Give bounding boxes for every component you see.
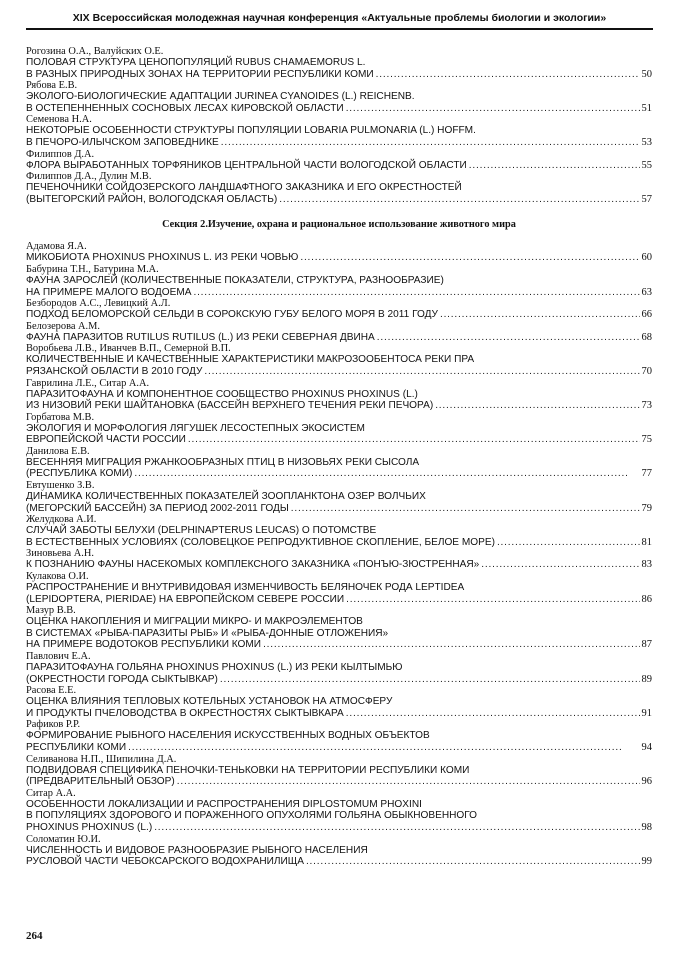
entry-title-last-line bbox=[26, 708, 652, 720]
toc-entry bbox=[26, 548, 652, 571]
entry-title-line: РЯЗАНСКОЙ ОБЛАСТИ В 2010 ГОДУ bbox=[26, 365, 203, 377]
toc-entry bbox=[26, 788, 652, 834]
toc-entry bbox=[26, 241, 652, 264]
entry-authors: Гаврилина Л.Е., Ситар А.А. bbox=[26, 377, 150, 389]
entry-page-number: 53 bbox=[641, 136, 652, 148]
toc-entry bbox=[26, 46, 652, 80]
toc-entry bbox=[26, 321, 652, 344]
toc-entry bbox=[26, 685, 652, 719]
entry-page-number: 86 bbox=[641, 593, 652, 605]
entry-title-last-line bbox=[26, 776, 652, 788]
entry-title-line: РУСЛОВОЙ ЧАСТИ ЧЕБОКСАРСКОГО ВОДОХРАНИЛИЩА bbox=[26, 856, 304, 868]
toc-entry bbox=[26, 571, 652, 605]
entry-title-line: ФАУНА ПАРАЗИТОВ RUTILUS RUTILUS (L.) ИЗ РЕКИ СЕВЕРНАЯ ДВИНА bbox=[26, 331, 375, 343]
entry-title-line: ДИНАМИКА КОЛИЧЕСТВЕННЫХ ПОКАЗАТЕЛЕЙ ЗООПЛАНКТОНА ОЗЕР ВОЛЧЬИХ bbox=[26, 491, 426, 503]
entry-title-line: ФОРМИРОВАНИЕ РЫБНОГО НАСЕЛЕНИЯ ИСКУССТВЕННЫХ ВОДНЫХ ОБЪЕКТОВ bbox=[26, 730, 430, 742]
entry-page-number: 60 bbox=[641, 252, 652, 264]
entry-title-last-line bbox=[26, 103, 652, 115]
entry-title-line: ЧИСЛЕННОСТЬ И ВИДОВОЕ РАЗНООБРАЗИЕ РЫБНОГО НАСЕЛЕНИЯ bbox=[26, 844, 368, 856]
entry-authors: Рогозина О.А., Валуйских О.Е. bbox=[26, 46, 164, 57]
entry-page-number: 83 bbox=[641, 559, 652, 571]
leader-dots bbox=[306, 856, 640, 868]
entry-title-line: ВЕСЕННЯЯ МИГРАЦИЯ РЖАНКООБРАЗНЫХ ПТИЦ В НИЗОВЬЯХ РЕКИ СЫСОЛА bbox=[26, 456, 420, 468]
entry-title-last-line bbox=[26, 594, 652, 606]
entry-title-last-line bbox=[26, 400, 652, 412]
leader-dots bbox=[291, 503, 640, 515]
entry-page-number: 96 bbox=[641, 776, 652, 788]
entry-title-line: PHOXINUS PHOXINUS (L.) bbox=[26, 821, 153, 833]
entry-page-number: 94 bbox=[641, 741, 652, 753]
entry-title-line: (РЕСПУБЛИКА КОМИ) bbox=[26, 468, 133, 480]
toc-entry bbox=[26, 480, 652, 514]
leader-dots bbox=[154, 822, 639, 834]
entry-title-last-line bbox=[26, 332, 652, 344]
entry-title-last-line bbox=[26, 287, 652, 299]
entry-page-number: 79 bbox=[641, 502, 652, 514]
leader-dots bbox=[188, 434, 640, 446]
entry-title-line: ЭКОЛОГО-БИОЛОГИЧЕСКИЕ АДАПТАЦИИ JURINEA CYANOIDES (L.) REICHENB. bbox=[26, 91, 415, 103]
entry-title-last-line bbox=[26, 194, 652, 206]
leader-dots bbox=[279, 194, 639, 206]
entry-page-number: 51 bbox=[641, 102, 652, 114]
entry-page-number: 66 bbox=[641, 309, 652, 321]
entry-title-line: (ПРЕДВАРИТЕЛЬНЫЙ ОБЗОР) bbox=[26, 776, 175, 788]
entry-title-line: НА ПРИМЕРЕ ВОДОТОКОВ РЕСПУБЛИКИ КОМИ bbox=[26, 639, 262, 651]
entry-page-number: 87 bbox=[641, 639, 652, 651]
entry-title-line: ОЦЕНКА ВЛИЯНИЯ ТЕПЛОВЫХ КОТЕЛЬНЫХ УСТАНОВОК НА АТМОСФЕРУ bbox=[26, 696, 393, 708]
page-number: 264 bbox=[26, 930, 43, 942]
entry-title-last-line bbox=[26, 856, 652, 868]
entry-authors: Безбородов А.С., Левицкий А.Л. bbox=[26, 298, 171, 310]
toc-entry bbox=[26, 298, 652, 321]
entry-title-line: РЕСПУБЛИКИ КОМИ bbox=[26, 741, 127, 753]
leader-dots bbox=[469, 160, 640, 172]
leader-dots bbox=[346, 103, 640, 115]
entry-authors: Филиппов Д.А., Дулин М.В. bbox=[26, 171, 152, 183]
entry-authors: Белозерова А.М. bbox=[26, 320, 100, 332]
entry-authors: Зиновьева А.Н. bbox=[26, 548, 94, 560]
entry-title-line: ПОДВИДОВАЯ СПЕЦИФИКА ПЕНОЧКИ-ТЕНЬКОВКИ НА ТЕРРИТОРИИ РЕСПУБЛИКИ КОМИ bbox=[26, 764, 470, 776]
entry-title-line: И ПРОДУКТЫ ПЧЕЛОВОДСТВА В ОКРЕСТНОСТЯХ СЫКТЫВКАРА bbox=[26, 707, 344, 719]
leader-dots bbox=[497, 537, 640, 549]
toc-part-1 bbox=[26, 46, 652, 205]
entry-title-last-line bbox=[26, 537, 652, 549]
entry-title-line: ОСОБЕННОСТИ ЛОКАЛИЗАЦИИ И РАСПРОСТРАНЕНИЯ DIPLOSTOMUM PHOXINI bbox=[26, 798, 422, 810]
entry-title-line: КОЛИЧЕСТВЕННЫЕ И КАЧЕСТВЕННЫЕ ХАРАКТЕРИСТИКИ МАКРОЗООБЕНТОСА РЕКИ ПРА bbox=[26, 354, 475, 366]
entry-title-last-line bbox=[26, 503, 652, 515]
entry-authors: Ситар А.А. bbox=[26, 787, 76, 799]
entry-page-number: 77 bbox=[641, 468, 652, 480]
leader-dots bbox=[435, 400, 639, 412]
leader-dots bbox=[220, 674, 640, 686]
entry-page-number: 89 bbox=[641, 673, 652, 685]
entry-title-last-line bbox=[26, 742, 652, 754]
entry-page-number: 55 bbox=[641, 159, 652, 171]
leader-dots bbox=[193, 287, 639, 299]
toc-entry bbox=[26, 834, 652, 868]
entry-title-line: В ПОПУЛЯЦИЯХ ЗДОРОВОГО И ПОРАЖЕННОГО ОПУХОЛЯМИ ГОЛЬЯНА ОБЫКНОВЕННОГО bbox=[26, 810, 478, 822]
leader-dots bbox=[177, 776, 640, 788]
leader-dots bbox=[128, 742, 639, 754]
leader-dots bbox=[346, 594, 639, 606]
leader-dots bbox=[377, 332, 640, 344]
toc-entry bbox=[26, 719, 652, 753]
entry-page-number: 81 bbox=[641, 536, 652, 548]
entry-title-last-line bbox=[26, 674, 652, 686]
entry-authors: Адамова Я.А. bbox=[26, 241, 87, 253]
entry-title-line: ЕВРОПЕЙСКОЙ ЧАСТИ РОССИИ bbox=[26, 434, 186, 446]
entry-authors: Бабурина Т.Н., Батурина М.А. bbox=[26, 263, 159, 275]
entry-page-number: 99 bbox=[641, 856, 652, 868]
leader-dots bbox=[263, 639, 639, 651]
entry-title-last-line bbox=[26, 137, 652, 149]
entry-title-line: ПАРАЗИТОФАУНА И КОМПОНЕНТНОЕ СООБЩЕСТВО PHOXINUS PHOXINUS (L.) bbox=[26, 388, 418, 400]
entry-authors: Расова Е.Е. bbox=[26, 685, 77, 697]
entry-title-last-line bbox=[26, 69, 652, 81]
entry-page-number: 70 bbox=[641, 365, 652, 377]
toc-entry bbox=[26, 446, 652, 480]
entry-page-number: 57 bbox=[641, 193, 652, 205]
entry-title-last-line bbox=[26, 252, 652, 264]
entry-title-line: В ОСТЕПЕННЕННЫХ СОСНОВЫХ ЛЕСАХ КИРОВСКОЙ ОБЛАСТИ bbox=[26, 102, 344, 114]
entry-authors: Желудкова А.И. bbox=[26, 514, 97, 526]
leader-dots bbox=[376, 69, 640, 81]
entry-title-line: МИКОБИОТА PHOXINUS PHOXINUS L. ИЗ РЕКИ ЧОВЬЮ bbox=[26, 252, 299, 264]
entry-authors: Семенова Н.А. bbox=[26, 114, 92, 126]
entry-page-number: 75 bbox=[641, 434, 652, 446]
toc-entry bbox=[26, 114, 652, 148]
leader-dots bbox=[440, 309, 640, 321]
entry-title-line: К ПОЗНАНИЮ ФАУНЫ НАСЕКОМЫХ КОМПЛЕКСНОГО ЗАКАЗНИКА «ПОНЪЮ-ЗЮСТРЕННАЯ» bbox=[26, 559, 480, 571]
entry-page-number: 50 bbox=[641, 68, 652, 80]
entry-title-line: ЭКОЛОГИЯ И МОРФОЛОГИЯ ЛЯГУШЕК ЛЕСОСТЕПНЫХ ЭКОСИСТЕМ bbox=[26, 422, 365, 434]
leader-dots bbox=[221, 137, 640, 149]
entry-title-line: (LEPIDOPTERA, PIERIDAE) НА ЕВРОПЕЙСКОМ СЕВЕРЕ РОССИИ bbox=[26, 593, 345, 605]
toc-entry bbox=[26, 171, 652, 205]
entry-title-line: В ЕСТЕСТВЕННЫХ УСЛОВИЯХ (СОЛОВЕЦКОЕ РЕПРОДУКТИВНОЕ СКОПЛЕНИЕ, БЕЛОЕ МОРЕ) bbox=[26, 536, 495, 548]
leader-dots bbox=[481, 559, 639, 571]
entry-title-line: НЕКОТОРЫЕ ОСОБЕННОСТИ СТРУКТУРЫ ПОПУЛЯЦИИ LOBARIA PULMONARIA (L.) HOFFM. bbox=[26, 125, 476, 137]
toc-entry bbox=[26, 605, 652, 651]
entry-page-number: 63 bbox=[641, 286, 652, 298]
toc-entry bbox=[26, 378, 652, 412]
running-header: XIX Всероссийская молодежная научная конференция «Актуальные проблемы биологии и экологии» bbox=[26, 8, 653, 30]
entry-title-last-line bbox=[26, 639, 652, 651]
entry-authors: Евтушенко З.В. bbox=[26, 480, 95, 492]
entry-page-number: 73 bbox=[641, 400, 652, 412]
toc-entry bbox=[26, 754, 652, 788]
entry-title-line: НА ПРИМЕРЕ МАЛОГО ВОДОЕМА bbox=[26, 286, 192, 298]
table-of-contents bbox=[26, 46, 652, 868]
toc-entry bbox=[26, 412, 652, 446]
entry-authors: Селиванова Н.П., Шипилина Д.А. bbox=[26, 753, 177, 765]
toc-entry bbox=[26, 343, 652, 377]
entry-authors: Горбатова М.В. bbox=[26, 411, 95, 423]
entry-authors: Мазур В.В. bbox=[26, 605, 76, 617]
leader-dots bbox=[204, 366, 639, 378]
entry-title-line: В РАЗНЫХ ПРИРОДНЫХ ЗОНАХ НА ТЕРРИТОРИИ РЕСПУБЛИКИ КОМИ bbox=[26, 68, 374, 80]
entry-title-last-line bbox=[26, 309, 652, 321]
toc-entry bbox=[26, 149, 652, 172]
entry-authors: Соломатин Ю.И. bbox=[26, 833, 101, 845]
toc-part-2 bbox=[26, 241, 652, 867]
toc-entry bbox=[26, 80, 652, 114]
toc-entry bbox=[26, 264, 652, 298]
entry-authors: Филиппов Д.А. bbox=[26, 148, 95, 160]
entry-title-line: ПОЛОВАЯ СТРУКТУРА ЦЕНОПОПУЛЯЦИЙ RUBUS CHAMAEMORUS L. bbox=[26, 57, 366, 68]
leader-dots bbox=[134, 468, 639, 480]
leader-dots bbox=[300, 252, 639, 264]
entry-title-line: (ВЫТЕГОРСКИЙ РАЙОН, ВОЛОГОДСКАЯ ОБЛАСТЬ) bbox=[26, 193, 278, 205]
section-heading: Секция 2.Изучение, охрана и рациональное использование животного мира bbox=[162, 219, 516, 231]
entry-title-line: ПОДХОД БЕЛОМОРСКОЙ СЕЛЬДИ В СОРОКСКУЮ ГУБУ БЕЛОГО МОРЯ В 2011 ГОДУ bbox=[26, 309, 438, 321]
leader-dots bbox=[346, 708, 640, 720]
entry-title-line: В СИСТЕМАХ «РЫБА-ПАРАЗИТЫ РЫБ» И «РЫБА-ДОННЫЕ ОТЛОЖЕНИЯ» bbox=[26, 627, 389, 639]
entry-title-last-line bbox=[26, 434, 652, 446]
entry-title-last-line bbox=[26, 822, 652, 834]
entry-title-line: (ОКРЕСТНОСТИ ГОРОДА СЫКТЫВКАР) bbox=[26, 673, 218, 685]
entry-title-line: В ПЕЧОРО-ИЛЫЧСКОМ ЗАПОВЕДНИКЕ bbox=[26, 136, 219, 148]
entry-authors: Кулакова О.И. bbox=[26, 571, 89, 583]
entry-title-last-line bbox=[26, 160, 652, 172]
toc-entry bbox=[26, 514, 652, 548]
entry-title-last-line bbox=[26, 468, 652, 480]
entry-title-line: РАСПРОСТРАНЕНИЕ И ВНУТРИВИДОВАЯ ИЗМЕНЧИВОСТЬ БЕЛЯНОЧЕК РОДА LEPTIDEA bbox=[26, 582, 465, 594]
entry-title-line: ФЛОРА ВЫРАБОТАННЫХ ТОРФЯНИКОВ ЦЕНТРАЛЬНОЙ ЧАСТИ ВОЛОГОДСКОЙ ОБЛАСТИ bbox=[26, 159, 467, 171]
entry-page-number: 98 bbox=[641, 821, 652, 833]
entry-title-line: ПЕЧЕНОЧНИКИ СОЙДОЗЕРСКОГО ЛАНДШАФТНОГО ЗАКАЗНИКА И ЕГО ОКРЕСТНОСТЕЙ bbox=[26, 182, 462, 194]
entry-title-last-line bbox=[26, 366, 652, 378]
entry-title-line: ОЦЕНКА НАКОПЛЕНИЯ И МИГРАЦИИ МИКРО- И МАКРОЭЛЕМЕНТОВ bbox=[26, 616, 363, 628]
entry-authors: Воробьева Л.В., Иванчев В.П., Семерной В.П. bbox=[26, 343, 231, 355]
entry-title-line: ИЗ НИЗОВИЙ РЕКИ ШАЙТАНОВКА (БАССЕЙН ВЕРХНЕГО ТЕЧЕНИЯ РЕКИ ПЕЧОРА) bbox=[26, 400, 434, 412]
entry-authors: Данилова Е.В. bbox=[26, 445, 90, 457]
entry-title-last-line bbox=[26, 559, 652, 571]
entry-page-number: 91 bbox=[641, 707, 652, 719]
toc-entry bbox=[26, 651, 652, 685]
entry-title-line: СЛУЧАЙ ЗАБОТЫ БЕЛУХИ (DELPHINAPTERUS LEUCAS) О ПОТОМСТВЕ bbox=[26, 525, 377, 537]
entry-page-number: 68 bbox=[641, 331, 652, 343]
entry-authors: Павлович Е.А. bbox=[26, 651, 91, 662]
entry-authors: Рябова Е.В. bbox=[26, 80, 78, 92]
entry-title-line: (МЕГОРСКИЙ БАССЕЙН) ЗА ПЕРИОД 2002-2011 ГОДЫ bbox=[26, 502, 289, 514]
entry-title-line: ПАРАЗИТОФАУНА ГОЛЬЯНА PHOXINUS PHOXINUS (L.) ИЗ РЕКИ КЫЛТЫМЬЮ bbox=[26, 662, 403, 673]
entry-title-line: ФАУНА ЗАРОСЛЕЙ (КОЛИЧЕСТВЕННЫЕ ПОКАЗАТЕЛИ, СТРУКТУРА, РАЗНООБРАЗИЕ) bbox=[26, 274, 444, 286]
entry-authors: Рафиков Р.Р. bbox=[26, 719, 81, 731]
